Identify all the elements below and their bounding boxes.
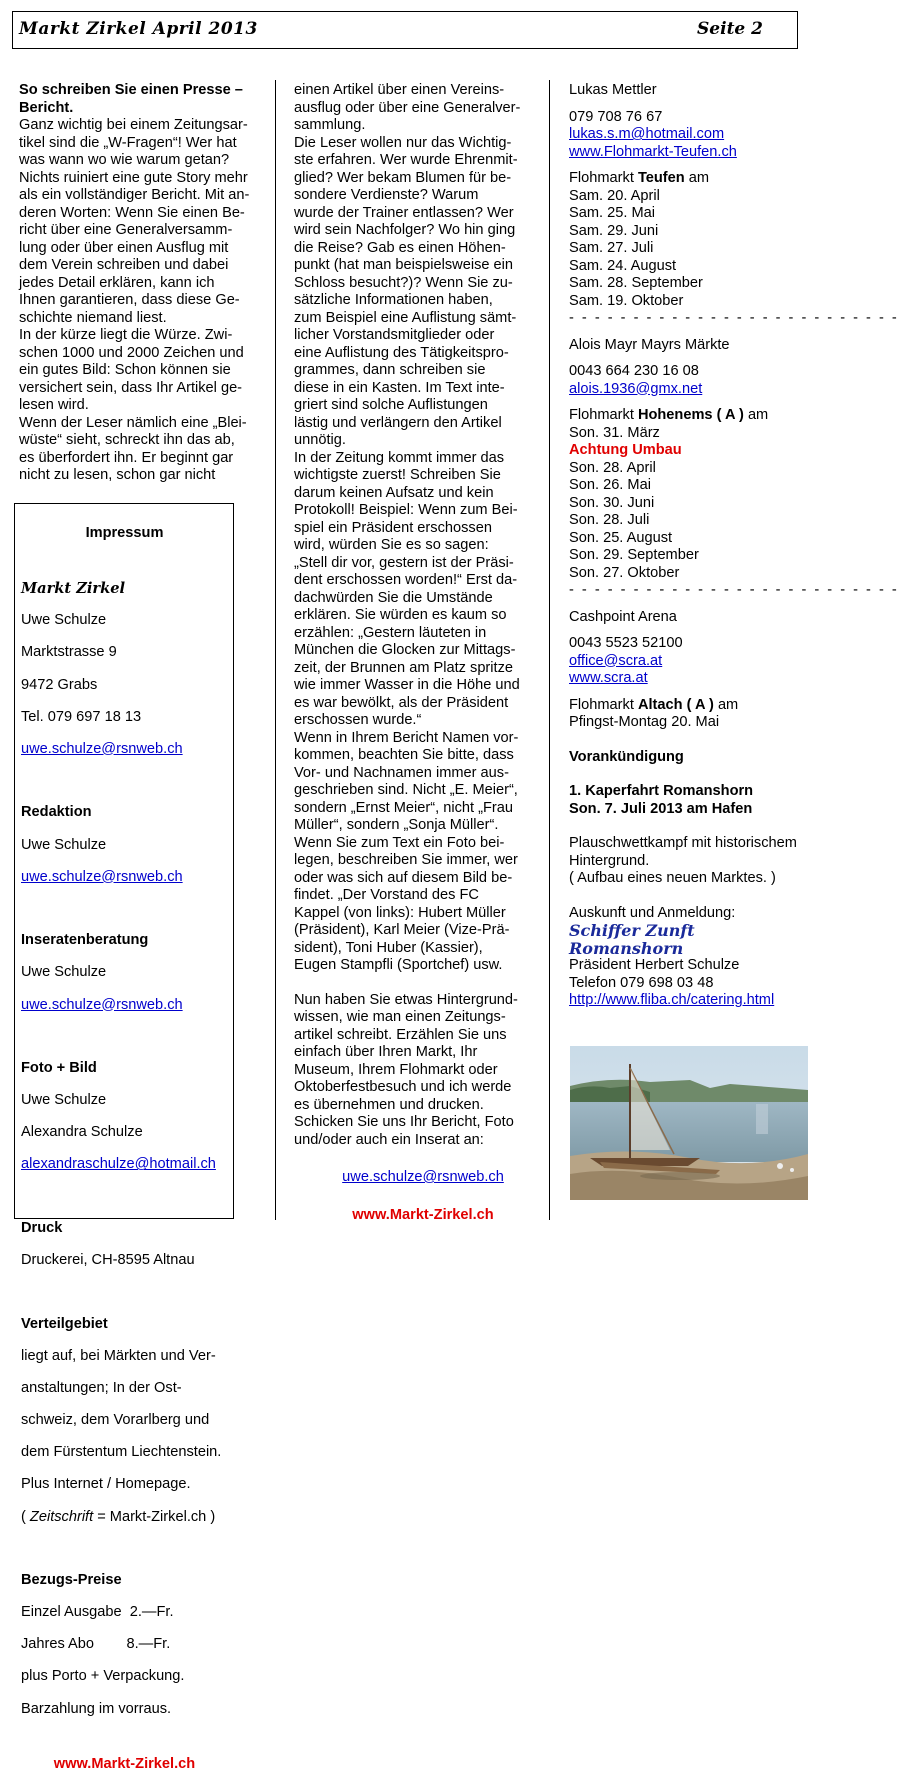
schiffer-zunft-logo: Schiffer Zunft Romanshorn xyxy=(569,921,695,958)
inserate-name: Uwe Schulze xyxy=(21,964,107,981)
altach-date: Pfingst-Montag 20. Mai xyxy=(569,714,720,730)
mettler-web-link[interactable]: www.Flohmarkt-Teufen.ch xyxy=(569,143,737,160)
article-line: Nun haben Sie etwas Hintergrund- xyxy=(294,991,518,1008)
kaperfahrt-description xyxy=(569,835,814,888)
market-date: Son. 27. Oktober xyxy=(569,564,680,581)
impressum-box xyxy=(14,503,234,1773)
article-line: „Stell dir vor, gestern ist der Präsi- xyxy=(294,554,514,571)
article-line: was wann wo wie warum getan? xyxy=(19,152,230,168)
verteil-heading: Verteilgebiet xyxy=(21,1315,108,1332)
column-2 xyxy=(294,82,544,1224)
verteil-line: dem Fürstentum Liechtenstein. xyxy=(21,1444,222,1461)
article-line: grammes, dann schreiben sie xyxy=(294,362,486,378)
mettler-email-link[interactable]: lukas.s.m@hotmail.com xyxy=(569,126,725,142)
price-line: Barzahlung im vorraus. xyxy=(21,1700,172,1717)
druck-heading: Druck xyxy=(21,1220,63,1237)
teufen-heading: Flohmarkt Teufen am xyxy=(569,170,710,186)
address-line: Tel. 079 697 18 13 xyxy=(21,708,142,725)
column-divider-1 xyxy=(275,80,276,1220)
article-line: punkt (hat man beispielsweise ein xyxy=(294,257,514,273)
verteil-text xyxy=(21,1348,228,1494)
article-line: Oktoberfestbesuch und ich werde xyxy=(294,1079,512,1095)
article-line: und/oder auch ein Inserat an: xyxy=(294,1131,484,1148)
article-line: kommen, beachten Sie bitte, dass xyxy=(294,747,514,763)
market-date: Sam. 20. April xyxy=(569,187,660,204)
foto-name-2: Alexandra Schulze xyxy=(21,1124,143,1141)
publisher-email-link[interactable]: uwe.schulze@rsnweb.ch xyxy=(21,740,183,757)
cashpoint-email-link[interactable]: office@scra.at xyxy=(569,652,663,669)
article-line: Museum, Ihrem Flohmarkt oder xyxy=(294,1061,498,1078)
market-date: Sam. 27. Juli xyxy=(569,240,654,256)
verteil-line: anstaltungen; In der Ost- xyxy=(21,1380,182,1397)
article-line: deren Worten: Wenn Sie einen Be- xyxy=(19,204,245,221)
article-line: es war bewölkt, als der Präsident xyxy=(294,694,509,711)
column-divider-2 xyxy=(549,80,550,1220)
druck-text: Druckerei, CH-8595 Altnau xyxy=(21,1252,195,1269)
description-line: Plauschwettkampf mit historischem xyxy=(569,835,797,851)
verteil-line: schweiz, dem Vorarlberg und xyxy=(21,1412,210,1429)
cashpoint-phone: 0043 5523 52100 xyxy=(569,635,683,651)
article-line: wird, würden Sie es so sagen: xyxy=(294,537,489,553)
article-line: unnötig. xyxy=(294,432,346,448)
market-date: Sam. 29. Juni xyxy=(569,222,659,239)
market-date: Son. 26. Mai xyxy=(569,477,651,493)
article-line: eine Auflistung des Tätigkeitspro- xyxy=(294,344,509,361)
article-line: Wenn Sie zum Text ein Foto bei- xyxy=(294,834,505,851)
publisher-address xyxy=(21,612,228,726)
contact-email-link[interactable]: uwe.schulze@rsnweb.ch xyxy=(342,1169,504,1185)
article-line: ein gutes Bild: Schon können sie xyxy=(19,362,231,378)
article-line: richt über eine Generalversamm- xyxy=(19,222,233,238)
column-1 xyxy=(19,82,269,485)
hohenems-first-date: Son. 31. März xyxy=(569,424,660,441)
foto-name-1: Uwe Schulze xyxy=(21,1092,107,1109)
address-line: Marktstrasse 9 xyxy=(21,644,117,661)
article-line: Schicken Sie uns Ihr Bericht, Foto xyxy=(294,1114,514,1130)
article-line: zeit, der Brunnen am Platz spritze xyxy=(294,659,514,676)
article-line: Protokoll! Beispiel: Wenn zum Bei- xyxy=(294,502,518,518)
address-line: 9472 Grabs xyxy=(21,676,98,693)
inserate-email-link[interactable]: uwe.schulze@rsnweb.ch xyxy=(21,996,183,1013)
hohenems-warning: Achtung Umbau xyxy=(569,442,682,458)
article-line: einfach über Ihren Markt, Ihr xyxy=(294,1044,478,1060)
kaperfahrt-title: 1. Kaperfahrt Romanshorn xyxy=(569,783,754,799)
page-number: Seite 2 xyxy=(697,19,763,39)
article-line: es übernehmen und drucken. xyxy=(294,1096,484,1113)
article-line: erklären. Sie würden es kaum so xyxy=(294,607,507,623)
article-line: ste erfahren. Wer wurde Ehrenmit- xyxy=(294,152,518,168)
preise-list xyxy=(21,1604,228,1718)
telefon: Telefon 079 698 03 48 xyxy=(569,974,714,991)
praesident-name: Präsident Herbert Schulze xyxy=(569,957,740,973)
market-date: Sam. 24. August xyxy=(569,257,677,274)
article-line: geschrieben sind. Nicht „E. Meier“, xyxy=(294,782,518,798)
kaperfahrt-date: Son. 7. Juli 2013 am Hafen xyxy=(569,800,753,817)
article-line: lästig und verlängern den Artikel xyxy=(294,414,502,431)
article-line: tikel sind die „W-Fragen“! Wer hat xyxy=(19,134,237,151)
article-line: es überfordert ihn. Er beginnt gar xyxy=(19,449,234,466)
hohenems-heading: Flohmarkt Hohenems ( A ) am xyxy=(569,407,769,423)
page-header xyxy=(12,11,798,49)
article-line: In der kürze liegt die Würze. Zwi- xyxy=(19,327,233,343)
mayr-phone: 0043 664 230 16 08 xyxy=(569,363,699,379)
teufen-dates-list xyxy=(569,188,814,311)
article-line: sätzliche Informationen haben, xyxy=(294,292,493,308)
foto-heading: Foto + Bild xyxy=(21,1060,97,1077)
article-line: wurde der Trainer entlassen? Wer xyxy=(294,204,514,221)
article-line: Eugen Stampfli (Sportchef) usw. xyxy=(294,957,503,973)
description-line: Hintergrund. xyxy=(569,852,650,869)
article-line: spiel ein Präsident erschossen xyxy=(294,519,492,536)
article-line: wie immer Wasser in die Höhe und xyxy=(294,677,520,693)
header-title: Markt Zirkel April 2013 xyxy=(19,19,258,39)
article-line: diese in ein Kasten. Im Text inte- xyxy=(294,379,505,396)
mettler-name: Lukas Mettler xyxy=(569,82,657,98)
description-line: ( Aufbau eines neuen Marktes. ) xyxy=(569,870,776,886)
article-line: oder was sich auf diesem Bild be- xyxy=(294,869,513,886)
price-line: Jahres Abo 8.—Fr. xyxy=(21,1636,171,1653)
article-line: artikel schreibt. Erzählen Sie uns xyxy=(294,1026,507,1043)
article-line: wüste“ sieht, schreckt ihn das ab, xyxy=(19,432,235,448)
article-line: schen 1000 und 2000 Zeichen und xyxy=(19,344,244,361)
mettler-phone: 079 708 76 67 xyxy=(569,108,663,125)
article-body-part3 xyxy=(294,992,544,1150)
market-date: Sam. 28. September xyxy=(569,275,703,291)
article-line: Wenn der Leser nämlich eine „Blei- xyxy=(19,414,247,431)
verteil-line: Plus Internet / Homepage. xyxy=(21,1476,191,1493)
article-line: Ganz wichtig bei einem Zeitungsar- xyxy=(19,117,248,133)
article-line: licher Vorstandsmitglieder oder xyxy=(294,327,495,343)
article-line: wichtigste zuerst! Schreiben Sie xyxy=(294,467,501,483)
article-line: nicht zu lesen, schon gar nicht xyxy=(19,467,216,483)
article-line: als ein vollständiger Bericht. Mit an- xyxy=(19,187,250,203)
market-date: Sam. 25. Mai xyxy=(569,205,655,221)
article-title: So schreiben Sie einen Presse – Bericht. xyxy=(19,82,243,116)
market-date: Son. 29. September xyxy=(569,547,699,563)
redaktion-email-link[interactable]: uwe.schulze@rsnweb.ch xyxy=(21,868,183,885)
mayr-email-link[interactable]: alois.1936@gmx.net xyxy=(569,380,703,397)
article-line: Nichts ruiniert eine gute Story mehr xyxy=(19,169,248,186)
vorankuendigung-heading: Vorankündigung xyxy=(569,748,684,765)
article-line: Ihnen garantieren, dass diese Ge- xyxy=(19,292,240,308)
article-line: München die Glocken zur Mittags- xyxy=(294,642,516,658)
article-line: erschossen wurde.“ xyxy=(294,712,422,728)
article-line: lung oder über einen Ausflug mit xyxy=(19,239,229,256)
article-line: In der Zeitung kommt immer das xyxy=(294,449,505,466)
article-body-part2 xyxy=(294,82,544,975)
article-line: ausflug oder über eine Generalver- xyxy=(294,99,521,116)
inserate-heading: Inseratenberatung xyxy=(21,932,149,949)
separator-1: - - - - - - - - - - - - - - - - - - - - - - - - - - xyxy=(569,310,899,326)
redaktion-name: Uwe Schulze xyxy=(21,836,107,853)
column-3 xyxy=(569,82,899,1010)
article-line: dachwürden Sie die Umstände xyxy=(294,589,493,606)
sailboat-image xyxy=(570,1046,808,1200)
article-line: glied? Wer bekam Blumen für be- xyxy=(294,169,512,186)
article-line: Schloss besucht?)? Wenn Sie zu- xyxy=(294,274,513,291)
verteil-line: liegt auf, bei Märkten und Ver- xyxy=(21,1348,216,1365)
article-line: wird sein Nachfolger? Wo hin ging xyxy=(294,222,516,238)
article-line: erzählen: „Gestern läuteten in xyxy=(294,624,487,641)
article-line: Vor- und Nachnamen immer aus- xyxy=(294,764,509,781)
footer-website: www.Markt-Zirkel.ch xyxy=(352,1206,494,1223)
preise-heading: Bezugs-Preise xyxy=(21,1572,122,1589)
article-line: darum keinen Aufsatz und kein xyxy=(294,484,494,501)
article-line: sondern „Ernst Meier“, nicht „Frau xyxy=(294,799,513,816)
catering-link[interactable]: http://www.fliba.ch/catering.html xyxy=(569,992,775,1008)
cashpoint-web-link[interactable]: www.scra.at xyxy=(569,670,648,686)
article-line: Die Leser wollen nur das Wichtig- xyxy=(294,134,512,151)
market-date: Son. 28. April xyxy=(569,459,656,476)
article-body-part1 xyxy=(19,117,269,485)
article-line: (Präsident), Karl Meier (Vize-Prä- xyxy=(294,922,510,938)
article-line: die Reise? Gab es einen Höhen- xyxy=(294,239,506,256)
auskunft-label: Auskunft und Anmeldung: xyxy=(569,904,736,921)
impressum-title: Impressum xyxy=(85,524,164,541)
market-date: Son. 30. Juni xyxy=(569,494,655,511)
market-date: Son. 25. August xyxy=(569,529,673,546)
article-line: jedes Detail erklären, kann ich xyxy=(19,274,215,291)
market-date: Sam. 19. Oktober xyxy=(569,292,684,309)
impressum-website: www.Markt-Zirkel.ch xyxy=(53,1756,196,1773)
article-line: sondere Verdienste? Warum xyxy=(294,187,479,203)
mayr-name: Alois Mayr Mayrs Märkte xyxy=(569,336,730,353)
hohenems-dates-list xyxy=(569,460,814,583)
article-line: wissen, wie man einen Zeitungs- xyxy=(294,1009,506,1025)
article-line: legen, beschreiben Sie immer, wer xyxy=(294,852,518,868)
article-line: sident), Toni Huber (Kassier), xyxy=(294,939,483,956)
cashpoint-name: Cashpoint Arena xyxy=(569,608,677,625)
verteil-last-line: ( Zeitschrift = Markt-Zirkel.ch ) xyxy=(21,1508,216,1525)
separator-2: - - - - - - - - - - - - - - - - - - - - - - - - - - xyxy=(569,582,899,598)
article-line: dent erschossen worden!“ Erst da- xyxy=(294,572,518,588)
article-line: Müller“, sondern „Sonja Müller“. xyxy=(294,817,499,833)
address-line: Uwe Schulze xyxy=(21,612,107,629)
price-line: Einzel Ausgabe 2.—Fr. xyxy=(21,1604,174,1621)
article-line: versichert sein, dass Ihr Artikel ge- xyxy=(19,379,243,396)
sailboat-photo xyxy=(570,1046,808,1200)
article-line: zum Beispiel eine Auflistung sämt- xyxy=(294,309,517,326)
price-line: plus Porto + Verpackung. xyxy=(21,1668,185,1685)
markt-zirkel-logo: Markt Zirkel xyxy=(21,580,126,598)
article-line: dem Verein schreiben und dabei xyxy=(19,257,229,273)
article-line: findet. „Der Vorstand des FC xyxy=(294,887,479,903)
article-line: Kappel (von links): Hubert Müller xyxy=(294,904,506,921)
article-line: einen Artikel über einen Vereins- xyxy=(294,82,505,98)
redaktion-heading: Redaktion xyxy=(21,804,92,821)
foto-email-link[interactable]: alexandraschulze@hotmail.ch xyxy=(21,1156,216,1173)
article-line: Wenn in Ihrem Bericht Namen vor- xyxy=(294,729,519,746)
article-line: sammlung. xyxy=(294,117,366,133)
article-line: griert sind solche Auflistungen xyxy=(294,397,488,413)
article-line: schichte niemand liest. xyxy=(19,309,167,326)
article-line: lesen wird. xyxy=(19,397,89,413)
market-date: Son. 28. Juli xyxy=(569,512,650,528)
altach-heading: Flohmarkt Altach ( A ) am xyxy=(569,696,739,713)
